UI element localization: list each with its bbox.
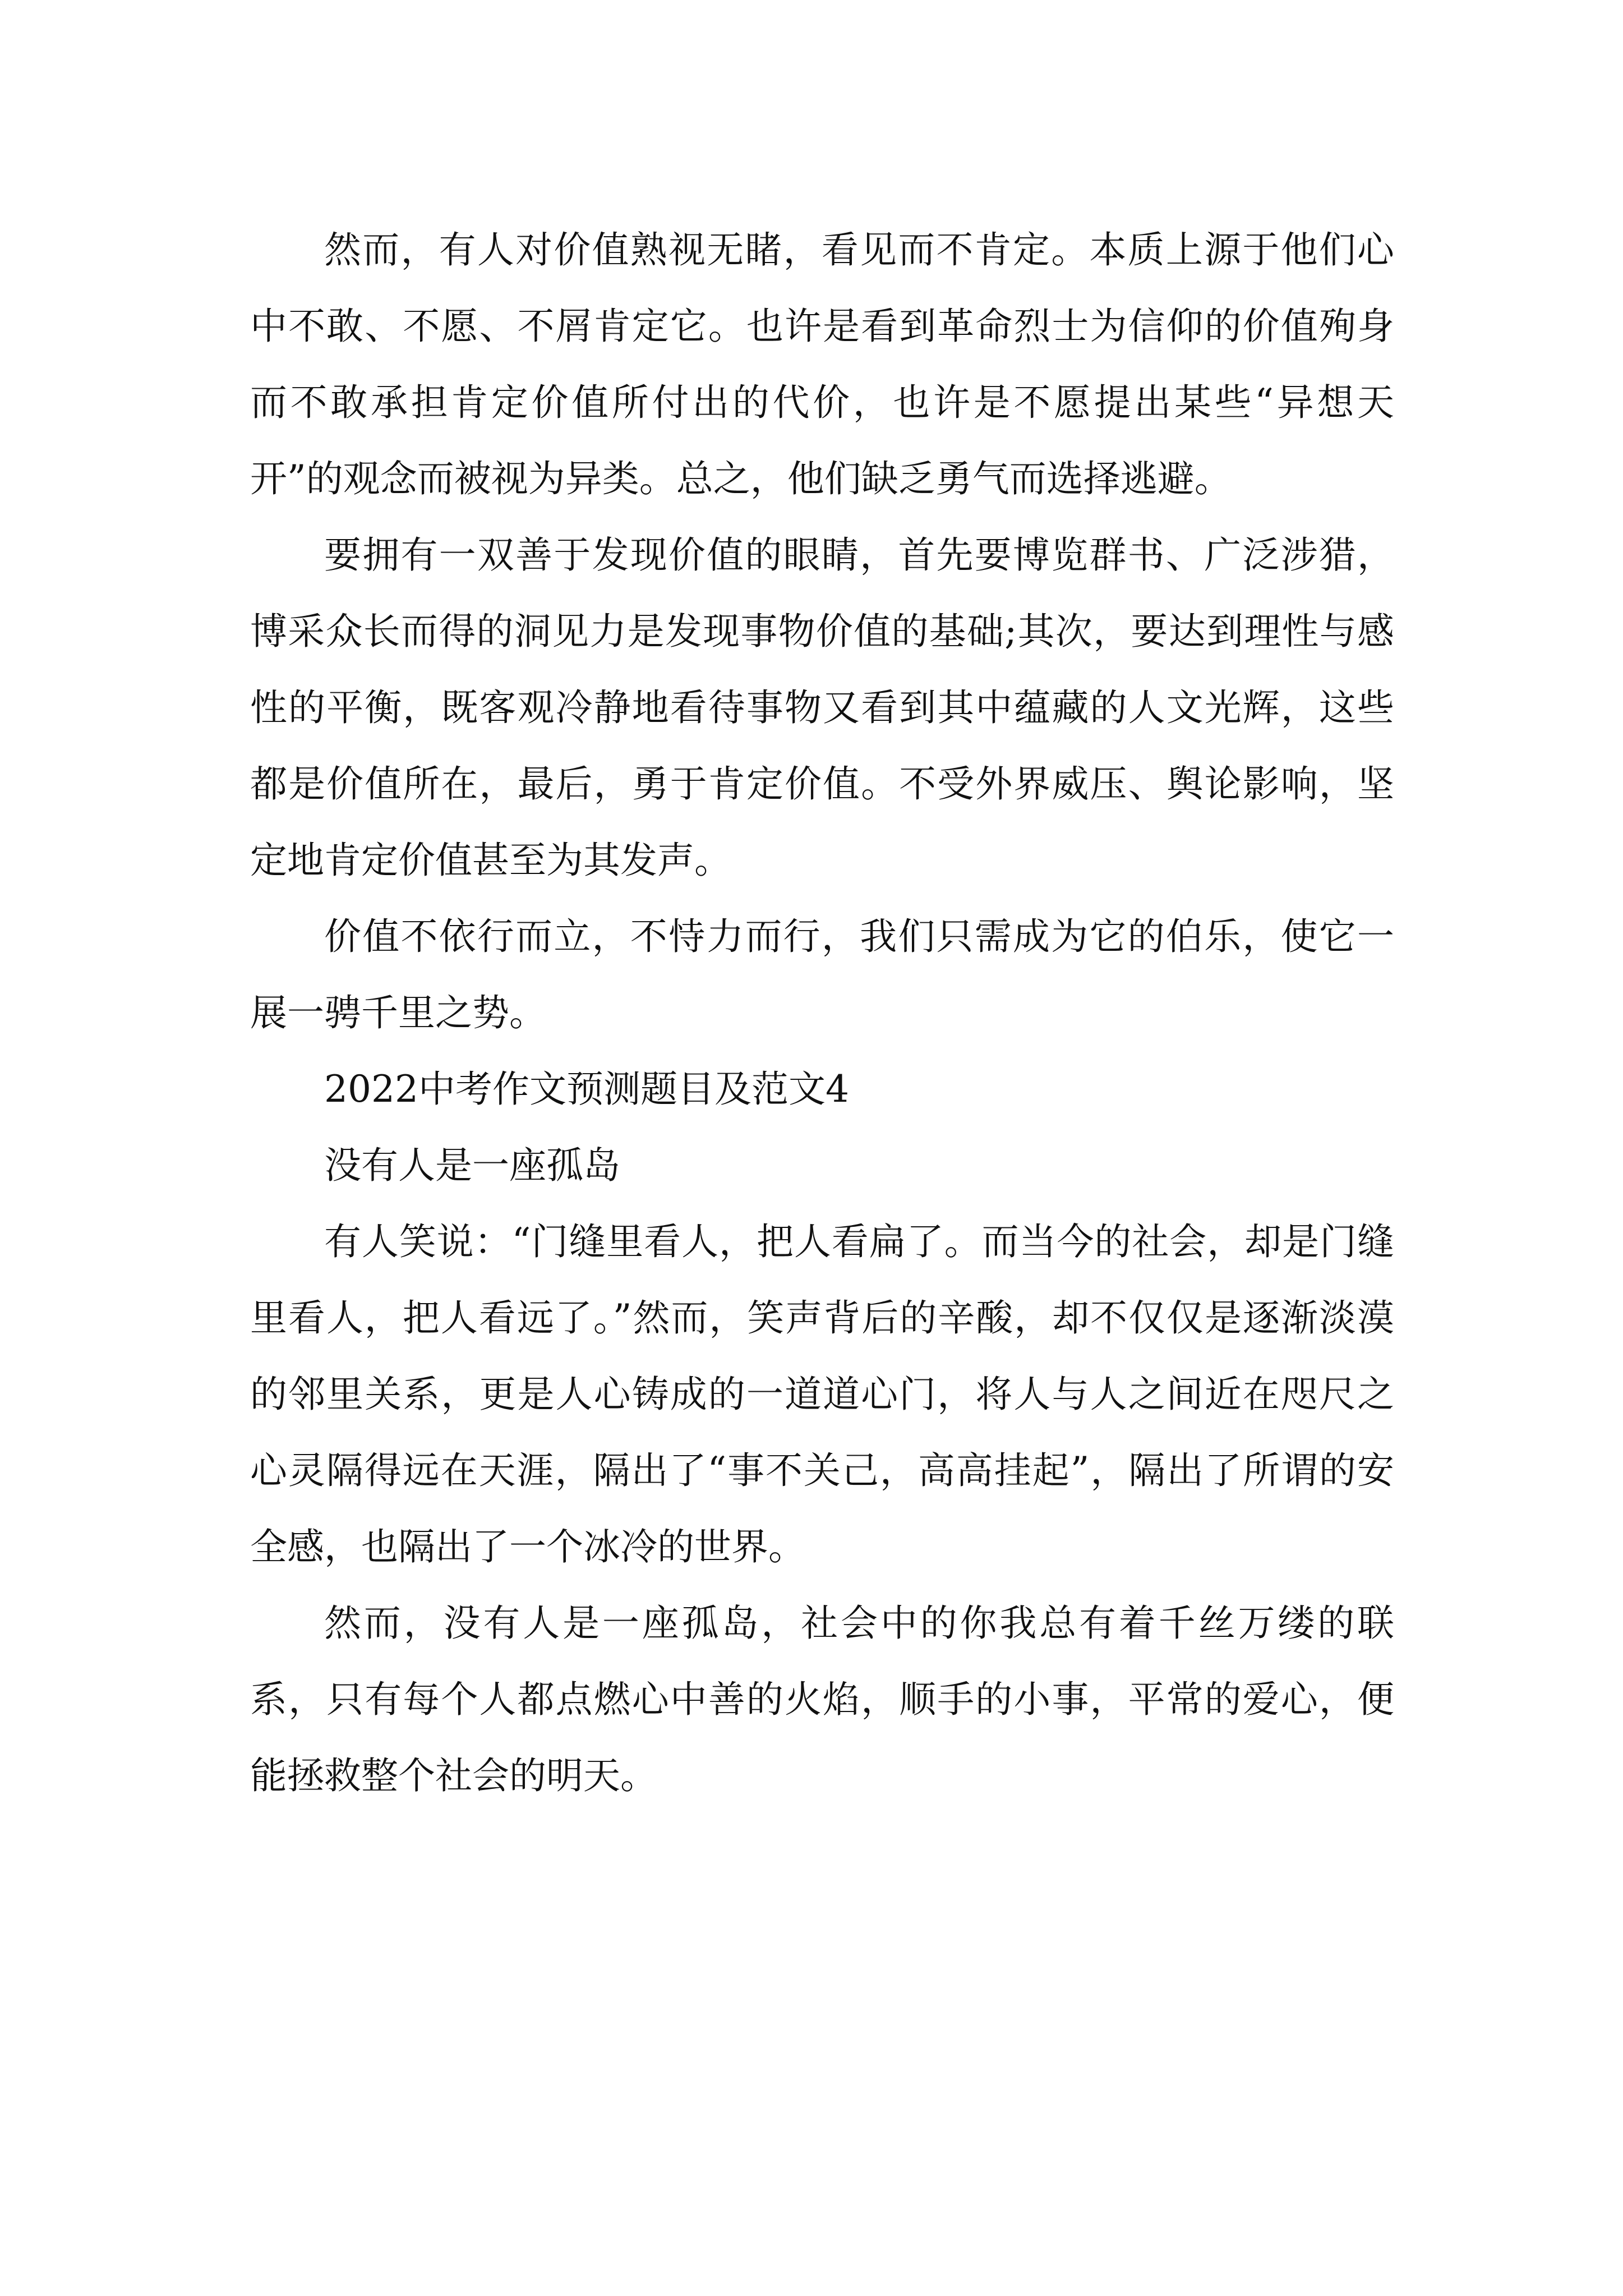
section-heading: 2022中考作文预测题目及范文4 — [324, 1068, 849, 1111]
paragraph-value-conclusion: 价值不依行而立，不恃力而行，我们只需成为它的伯乐，使它一展一骋千里之势。 — [250, 915, 1394, 1034]
essay-paragraph-island: 然而，没有人是一座孤岛，社会中的你我总有着千丝万缕的联系，只有每个人都点燃心中善的火焰，顺手的小事，平常的爱心，便能拯救整个社会的明天。 — [250, 1602, 1394, 1797]
essay-title: 没有人是一座孤岛 — [324, 1144, 620, 1187]
document-body — [250, 212, 1394, 1814]
paragraph-discover-value: 要拥有一双善于发现价值的眼睛，首先要博览群书、广泛涉猎，博采众长而得的洞见力是发现事物价值的基础;其次，要达到理性与感性的平衡，既客观冷静地看待事物又看到其中蕴藏的人文光辉，这些都是价值所在，最后，勇于肯定价值。不受外界威压、舆论影响，坚定地肯定价值甚至为其发声。 — [250, 533, 1394, 882]
paragraph-courage: 然而，有人对价值熟视无睹，看见而不肯定。本质上源于他们心中不敢、不愿、不屑肯定它。也许是看到革命烈士为信仰的价值殉身而不敢承担肯定价值所付出的代价，也许是不愿提出某些“异想天开”的观念而被视为异类。总之，他们缺乏勇气而选择逃避。 — [250, 228, 1394, 500]
essay-paragraph-door: 有人笑说：“门缝里看人，把人看扁了。而当今的社会，却是门缝里看人，把人看远了。”然而，笑声背后的辛酸，却不仅仅是逐渐淡漠的邻里关系，更是人心铸成的一道道心门，将人与人之间近在咫尺之心灵隔得远在天涯，隔出了“事不关己，高高挂起”，隔出了所谓的安全感，也隔出了一个冰冷的世界。 — [250, 1220, 1394, 1568]
